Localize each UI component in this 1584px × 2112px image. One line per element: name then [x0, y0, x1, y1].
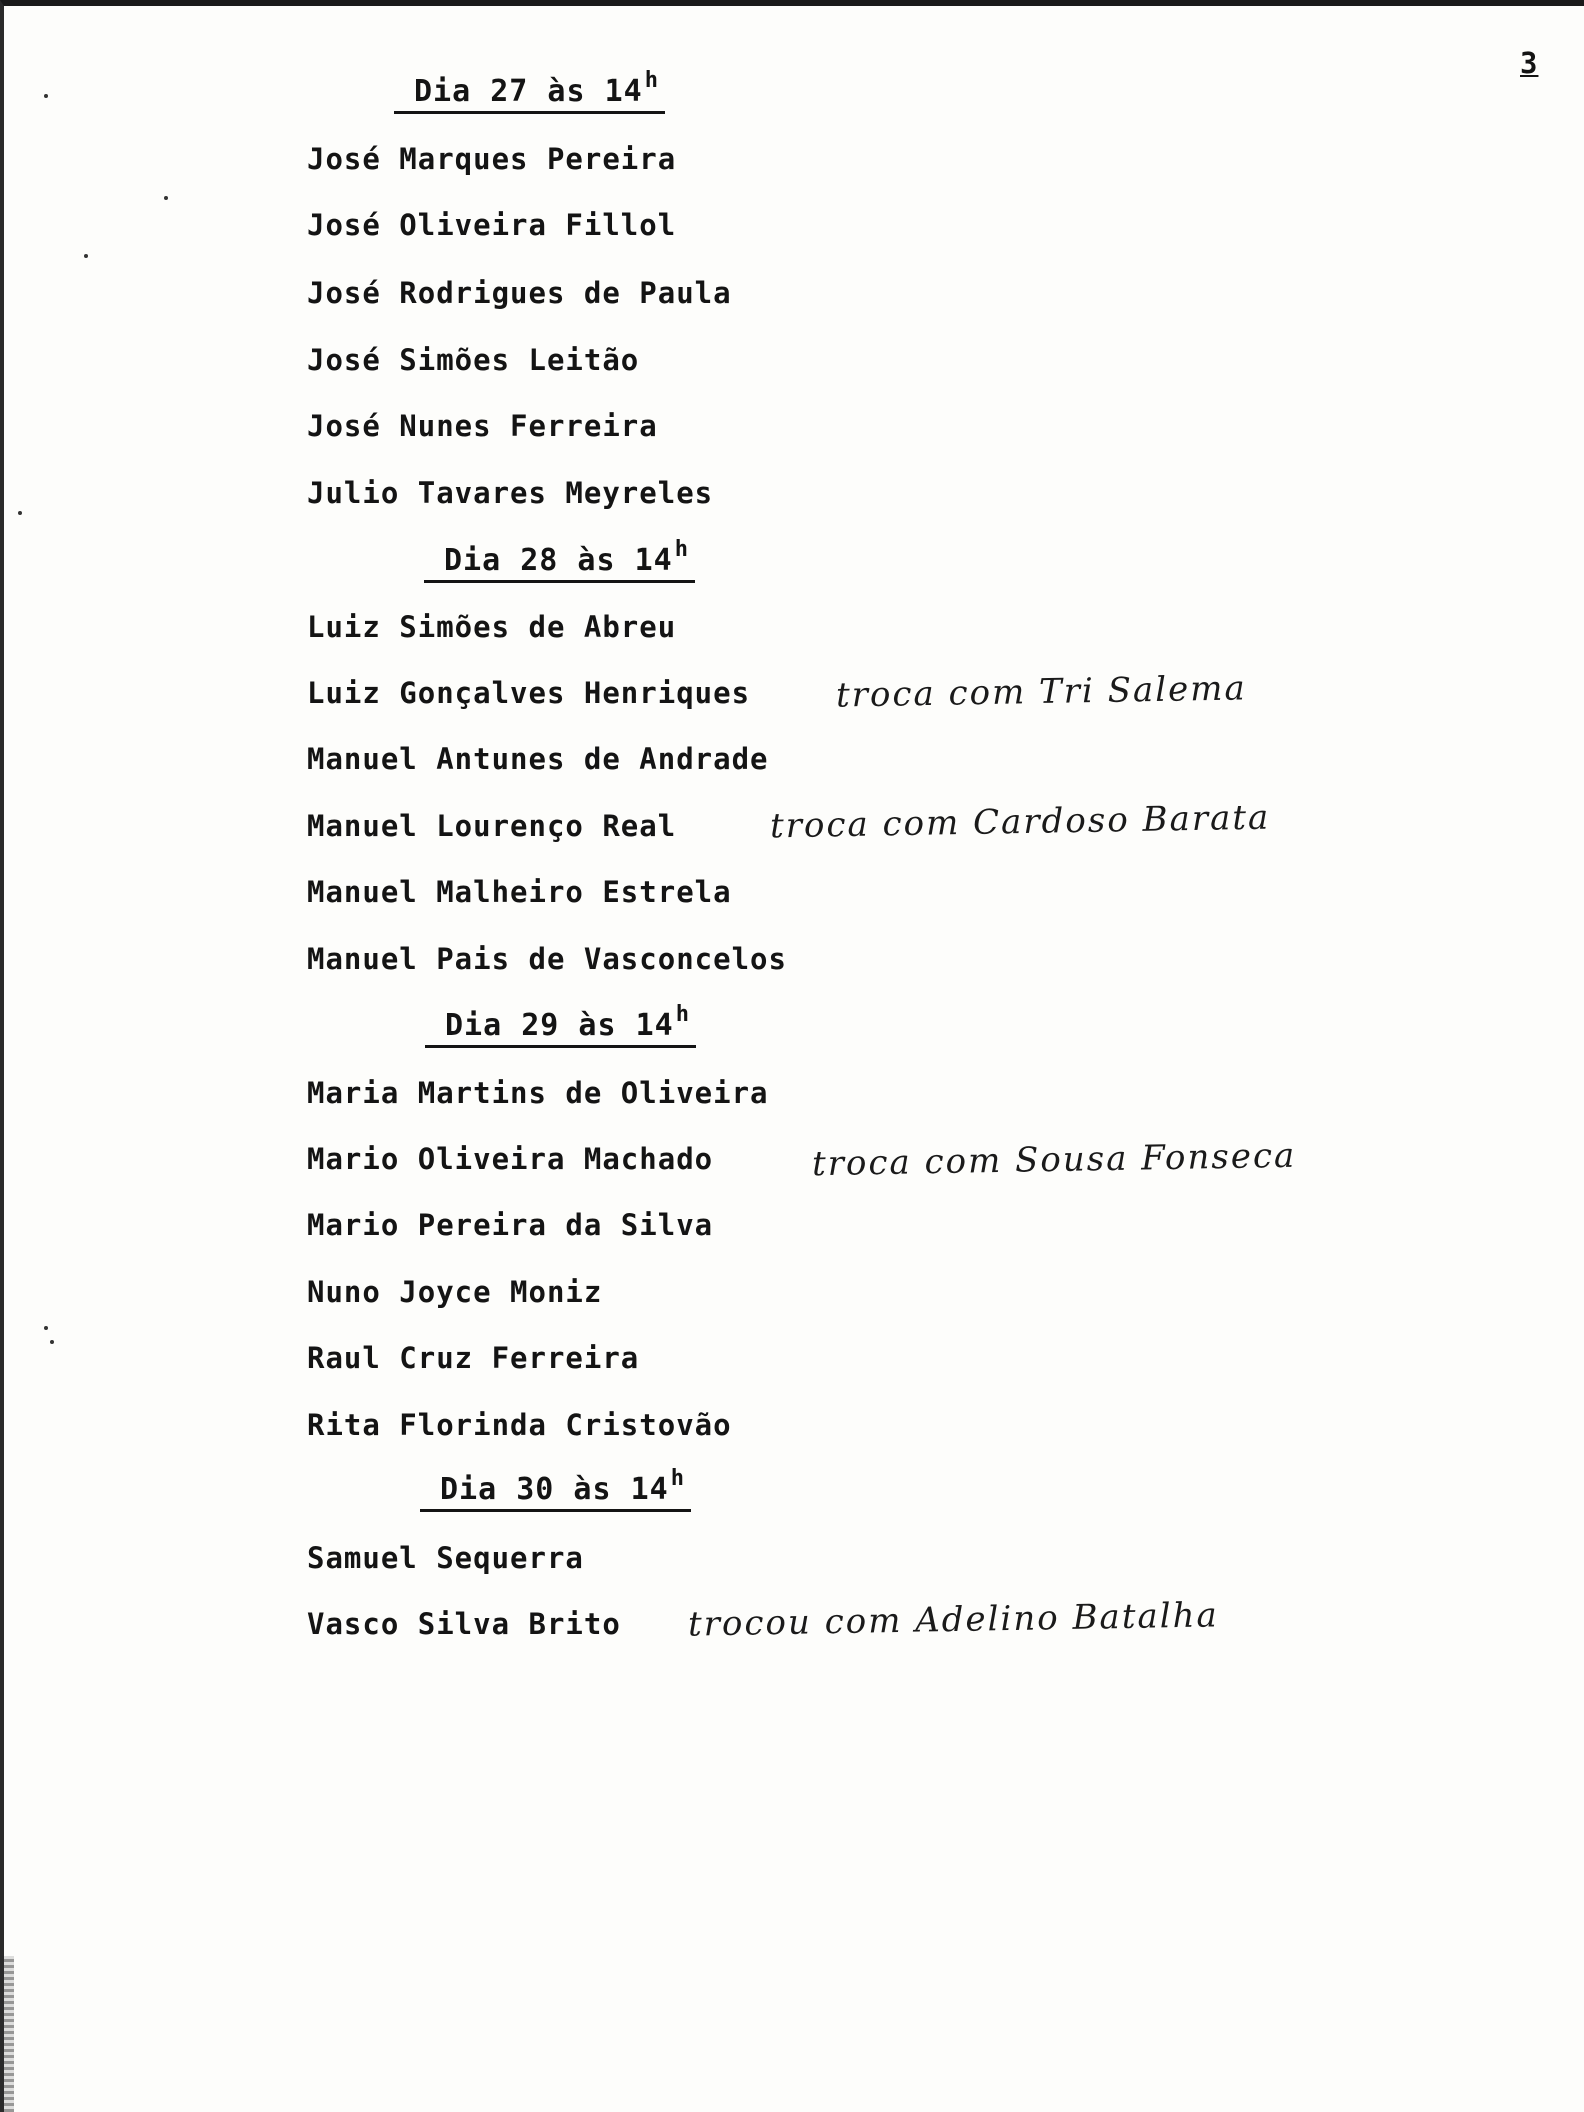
- day-heading: [420, 1466, 691, 1512]
- day-heading: [424, 537, 695, 583]
- day-heading-text: Dia 30 às 14: [440, 1472, 669, 1507]
- attendee-name: Rita Florinda Cristovão: [307, 1408, 732, 1442]
- attendee-name: Maria Martins de Oliveira: [307, 1076, 769, 1110]
- attendee-name: Samuel Sequerra: [307, 1541, 584, 1575]
- handwritten-note: troca com Cardoso Barata: [769, 797, 1271, 847]
- attendee-name: Mario Oliveira Machado: [307, 1142, 714, 1176]
- attendee-name: Nuno Joyce Moniz: [307, 1275, 603, 1309]
- scan-speck: [50, 1340, 54, 1344]
- day-heading-superscript: h: [675, 1002, 690, 1027]
- handwritten-note: troca com Sousa Fonseca: [811, 1135, 1297, 1185]
- attendee-name: José Rodrigues de Paula: [307, 276, 732, 310]
- attendee-name: José Marques Pereira: [307, 142, 677, 176]
- day-heading: [425, 1002, 696, 1048]
- day-heading: [394, 68, 665, 114]
- handwritten-note: trocou com Adelino Batalha: [687, 1595, 1220, 1645]
- attendee-name: José Oliveira Fillol: [307, 208, 677, 242]
- scan-speck: [164, 196, 168, 200]
- day-heading-superscript: h: [670, 1466, 685, 1491]
- attendee-name: Manuel Malheiro Estrela: [307, 875, 732, 909]
- scan-speck: [84, 254, 88, 258]
- attendee-name: Manuel Antunes de Andrade: [307, 742, 769, 776]
- attendee-name: José Simões Leitão: [307, 343, 640, 377]
- day-heading-superscript: h: [674, 537, 689, 562]
- day-heading-text: Dia 28 às 14: [444, 543, 673, 578]
- day-heading-text: Dia 29 às 14: [445, 1008, 674, 1043]
- attendee-name: Vasco Silva Brito: [307, 1607, 621, 1641]
- attendee-name: Luiz Gonçalves Henriques: [307, 676, 751, 710]
- attendee-name: José Nunes Ferreira: [307, 409, 658, 443]
- attendee-name: Luiz Simões de Abreu: [307, 610, 677, 644]
- day-heading-text: Dia 27 às 14: [414, 74, 643, 109]
- page-number: 3: [1520, 46, 1539, 80]
- handwritten-note: troca com Tri Salema: [835, 668, 1248, 716]
- day-heading-superscript: h: [644, 68, 659, 93]
- scan-speck: [44, 1326, 48, 1330]
- scan-speck: [18, 511, 22, 515]
- attendee-name: Raul Cruz Ferreira: [307, 1341, 640, 1375]
- scan-speck: [44, 94, 48, 98]
- attendee-name: Mario Pereira da Silva: [307, 1208, 714, 1242]
- attendee-name: Julio Tavares Meyreles: [307, 476, 714, 510]
- attendee-name: Manuel Pais de Vasconcelos: [307, 942, 787, 976]
- scan-edge-artifact: [4, 1956, 14, 2112]
- attendee-name: Manuel Lourenço Real: [307, 809, 677, 843]
